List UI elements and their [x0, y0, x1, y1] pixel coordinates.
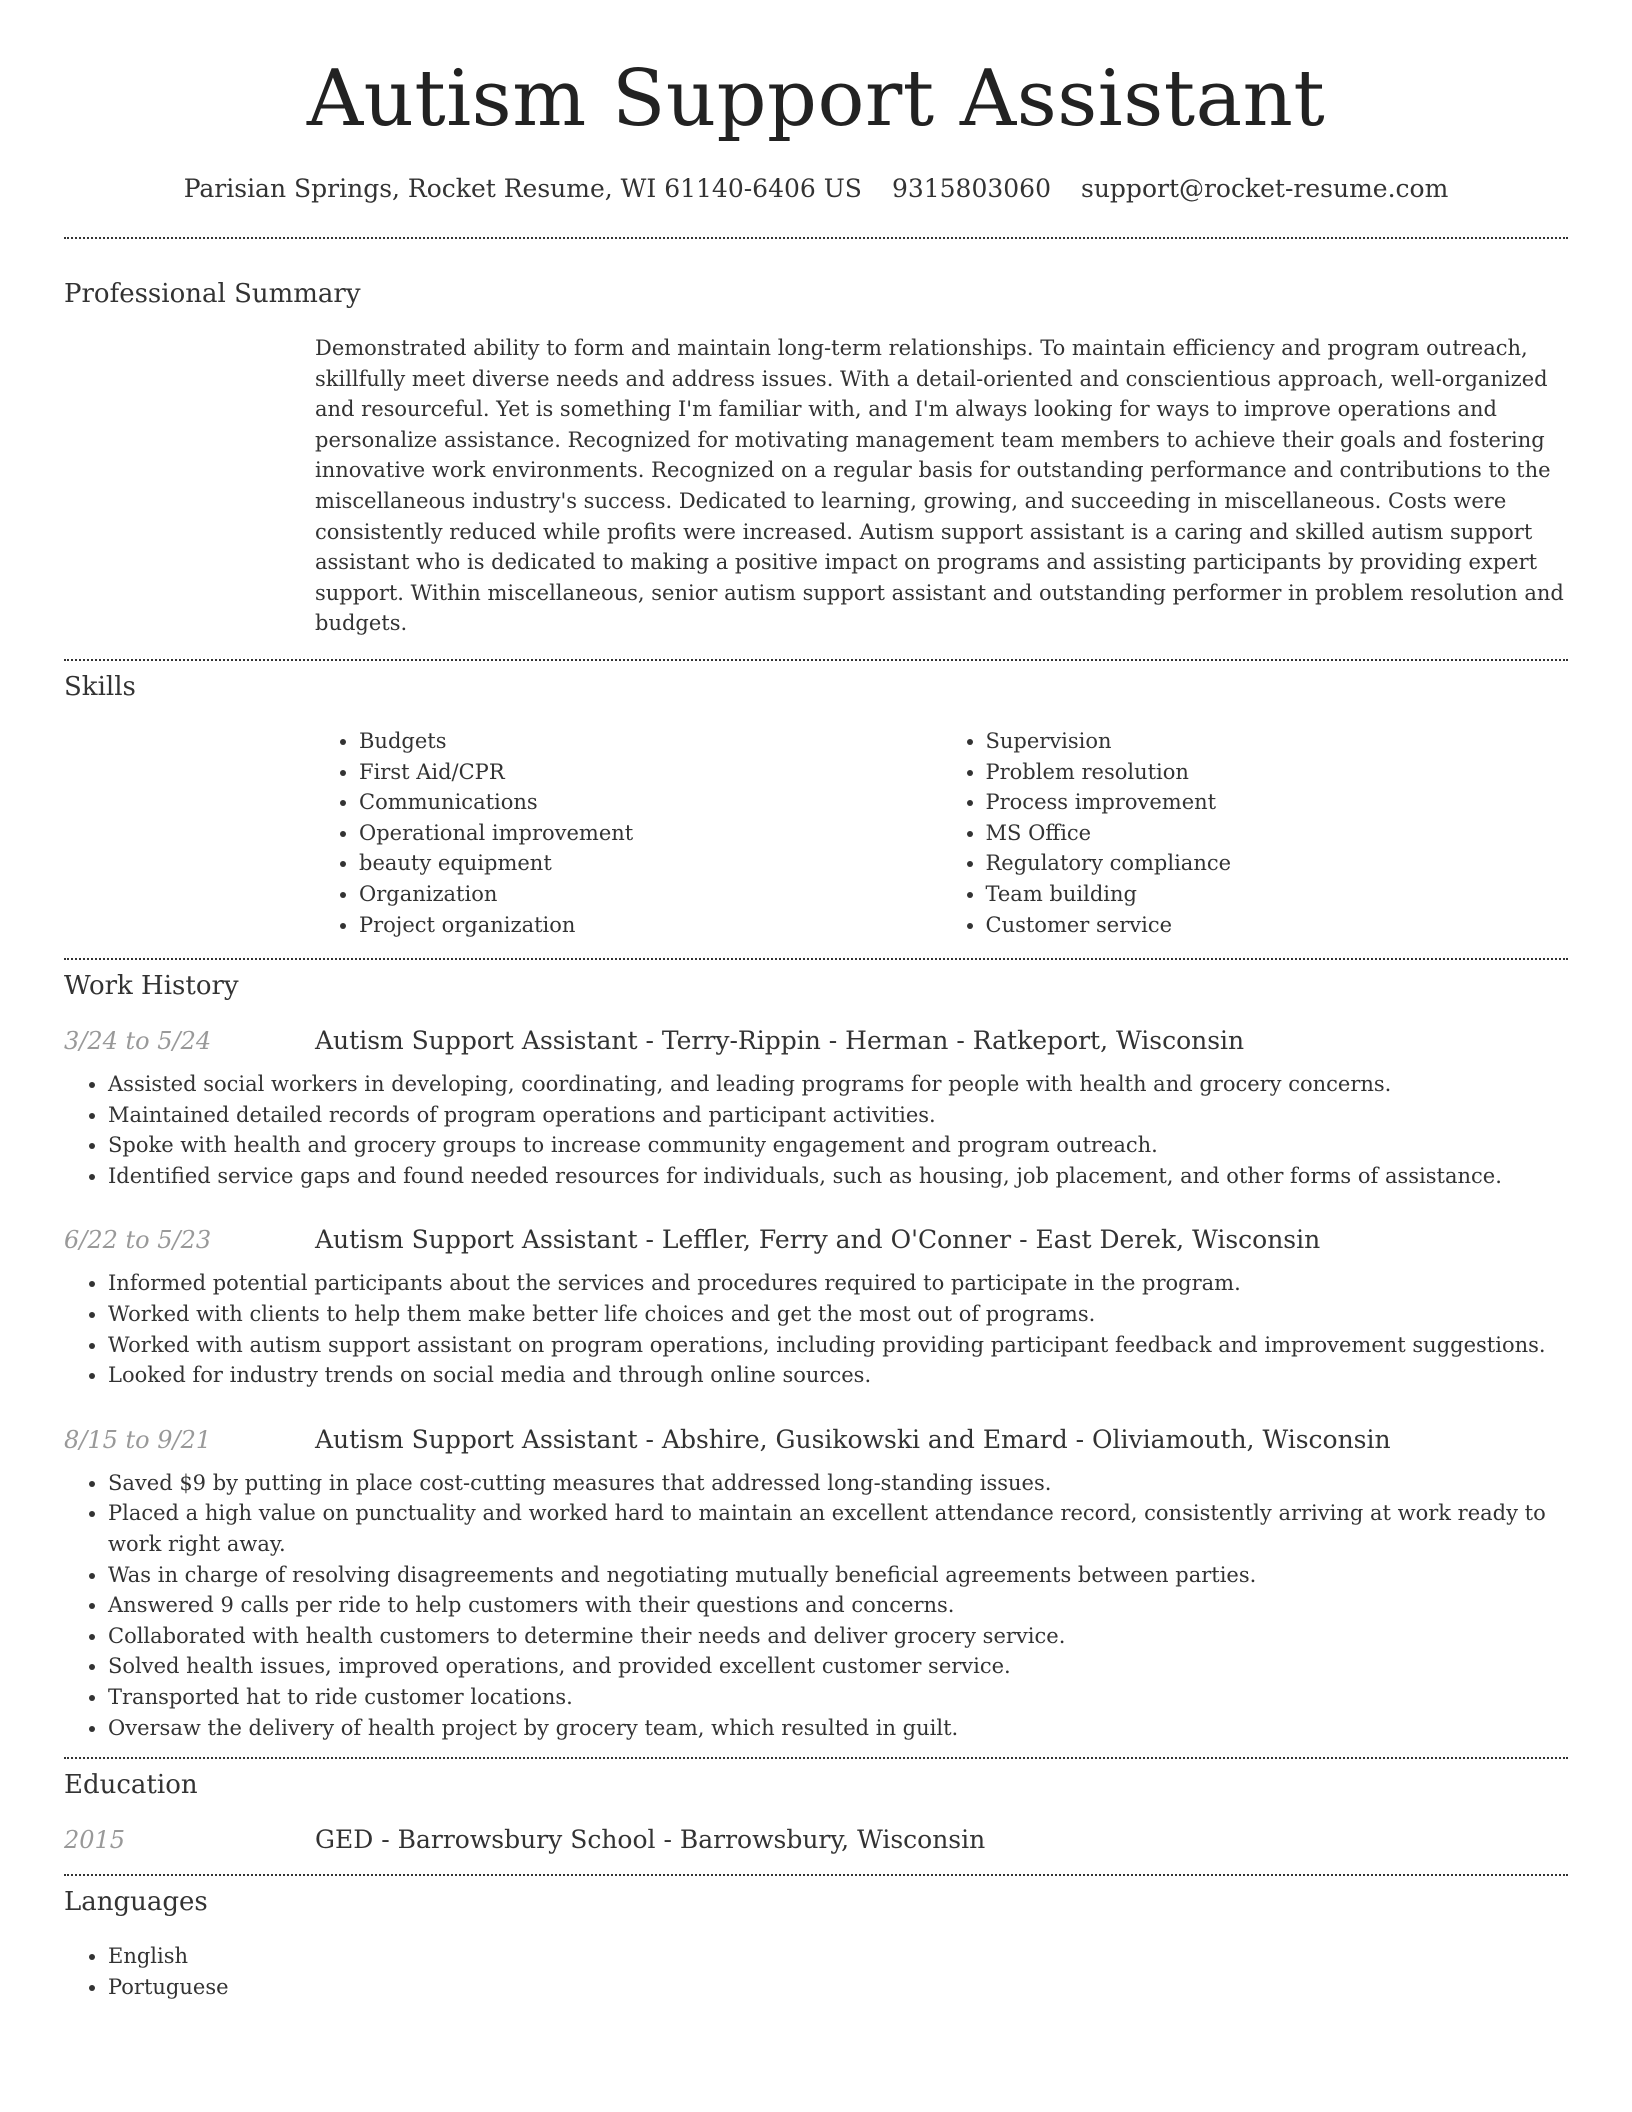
skill-item: • Budgets: [359, 726, 942, 757]
job-bullet: • Solved health issues, improved operations, and provided excellent customer service.: [108, 1651, 1568, 1682]
contact-address: Parisian Springs, Rocket Resume, WI 61140-6406 US: [183, 174, 862, 203]
language-item: • English: [108, 1941, 1568, 1972]
contact-line: [64, 174, 1568, 203]
skill-item: • Regulatory compliance: [986, 848, 1569, 879]
contact-phone: 9315803060: [891, 174, 1051, 203]
job-date: 6/22 to 5/23: [64, 1226, 212, 1255]
divider: [64, 659, 1568, 661]
job-bullets: [64, 1069, 1568, 1191]
job-date: 3/24 to 5/24: [64, 1027, 212, 1056]
contact-email: support@rocket-resume.com: [1081, 174, 1449, 203]
summary-text: Demonstrated ability to form and maintain long-term relationships. To maintain efficiency and program outreach, skillfully meet diverse needs and address issues. With a detail-oriented and conscientious approach, well-organized and resourceful. Yet is something I'm familiar with, and I'm always looking for ways to improve operations and personalize assistance. Recognized for motivating management team members to achieve their goals and fostering innovative work environments. Recognized on a regular basis for outstanding performance and contributions to the miscellaneous industry's success. Dedicated to learning, growing, and succeeding in miscellaneous. Costs were consistently reduced while profits were increased. Autism support assistant is a caring and skilled autism support assistant who is dedicated to making a positive impact on programs and assisting participants by providing expert support. Within miscellaneous, senior autism support assistant and outstanding performer in problem resolution and budgets.: [315, 336, 1564, 636]
skill-item: • Project organization: [359, 910, 942, 941]
skill-item: • beauty equipment: [359, 848, 942, 879]
education-title: GED - Barrowsbury School - Barrowsbury, Wisconsin: [315, 1825, 986, 1855]
job-entry: [64, 1425, 1568, 1743]
job-bullet: • Assisted social workers in developing, coordinating, and leading programs for people with health and grocery concerns.: [108, 1069, 1568, 1100]
job-bullet: • Oversaw the delivery of health project by grocery team, which resulted in guilt.: [108, 1713, 1568, 1744]
job-title: Autism Support Assistant - Terry-Rippin - Herman - Ratkeport, Wisconsin: [315, 1026, 1245, 1056]
skill-item: • Supervision: [986, 726, 1569, 757]
divider: [64, 958, 1568, 960]
skill-item: • Problem resolution: [986, 757, 1569, 788]
section-title-work: Work History: [64, 971, 239, 1002]
divider: [64, 1874, 1568, 1876]
skills-column-right: [942, 726, 1569, 940]
job-bullets: [64, 1268, 1568, 1390]
job-bullet: • Maintained detailed records of program operations and participant activities.: [108, 1100, 1568, 1131]
job-entry: [64, 1225, 1568, 1390]
job-bullets: [64, 1468, 1568, 1743]
job-bullet: • Transported hat to ride customer locations.: [108, 1682, 1568, 1713]
education-date: 2015: [64, 1826, 126, 1855]
job-title: Autism Support Assistant - Abshire, Gusikowski and Emard - Oliviamouth, Wisconsin: [315, 1424, 1391, 1454]
job-entry: [64, 1026, 1568, 1191]
job-bullet: • Was in charge of resolving disagreements and negotiating mutually beneficial agreements between parties.: [108, 1560, 1568, 1591]
skills-list: [315, 726, 1568, 940]
job-header: [64, 1225, 1568, 1254]
job-bullet: • Spoke with health and grocery groups to increase community engagement and program outreach.: [108, 1130, 1568, 1161]
section-title-education: Education: [64, 1770, 198, 1801]
skill-item: • Communications: [359, 787, 942, 818]
job-date: 8/15 to 9/21: [64, 1425, 212, 1454]
job-bullet: • Informed potential participants about the services and procedures required to participate in the program.: [108, 1268, 1568, 1299]
job-header: [64, 1425, 1568, 1454]
job-bullet: • Identified service gaps and found needed resources for individuals, such as housing, job placement, and other forms of assistance.: [108, 1161, 1568, 1192]
section-title-summary: Professional Summary: [64, 279, 361, 309]
skill-item: • First Aid/CPR: [359, 757, 942, 788]
job-bullet: • Worked with autism support assistant on program operations, including providing participant feedback and improvement suggestions.: [108, 1330, 1568, 1361]
skill-item: • Team building: [986, 879, 1569, 910]
skill-item: • Customer service: [986, 910, 1569, 941]
divider: [64, 1757, 1568, 1759]
candidate-name: Autism Support Assistant: [306, 54, 1326, 144]
job-title: Autism Support Assistant - Leffler, Ferry and O'Conner - East Derek, Wisconsin: [315, 1225, 1321, 1255]
job-bullet: • Saved $9 by putting in place cost-cutting measures that addressed long-standing issues.: [108, 1468, 1568, 1499]
skills-column-left: [315, 726, 942, 940]
skill-item: • Operational improvement: [359, 818, 942, 849]
job-bullet: • Placed a high value on punctuality and worked hard to maintain an excellent attendance record, consistently arriving at work ready to work right away.: [108, 1498, 1568, 1559]
divider: [64, 237, 1568, 239]
job-bullet: • Answered 9 calls per ride to help customers with their questions and concerns.: [108, 1590, 1568, 1621]
resume-page: [64, 0, 1568, 2002]
education-entry: [64, 1825, 1568, 1854]
section-title-languages: Languages: [64, 1887, 208, 1918]
skill-item: • Organization: [359, 879, 942, 910]
languages-list: [64, 1941, 1568, 2002]
job-bullet: • Worked with clients to help them make better life choices and get the most out of programs.: [108, 1299, 1568, 1330]
skill-item: • Process improvement: [986, 787, 1569, 818]
job-bullet: • Looked for industry trends on social media and through online sources.: [108, 1360, 1568, 1391]
language-item: • Portuguese: [108, 1972, 1568, 2003]
section-title-skills: Skills: [64, 671, 136, 702]
job-bullet: • Collaborated with health customers to determine their needs and deliver grocery service.: [108, 1621, 1568, 1652]
job-header: [64, 1026, 1568, 1055]
skill-item: • MS Office: [986, 818, 1569, 849]
